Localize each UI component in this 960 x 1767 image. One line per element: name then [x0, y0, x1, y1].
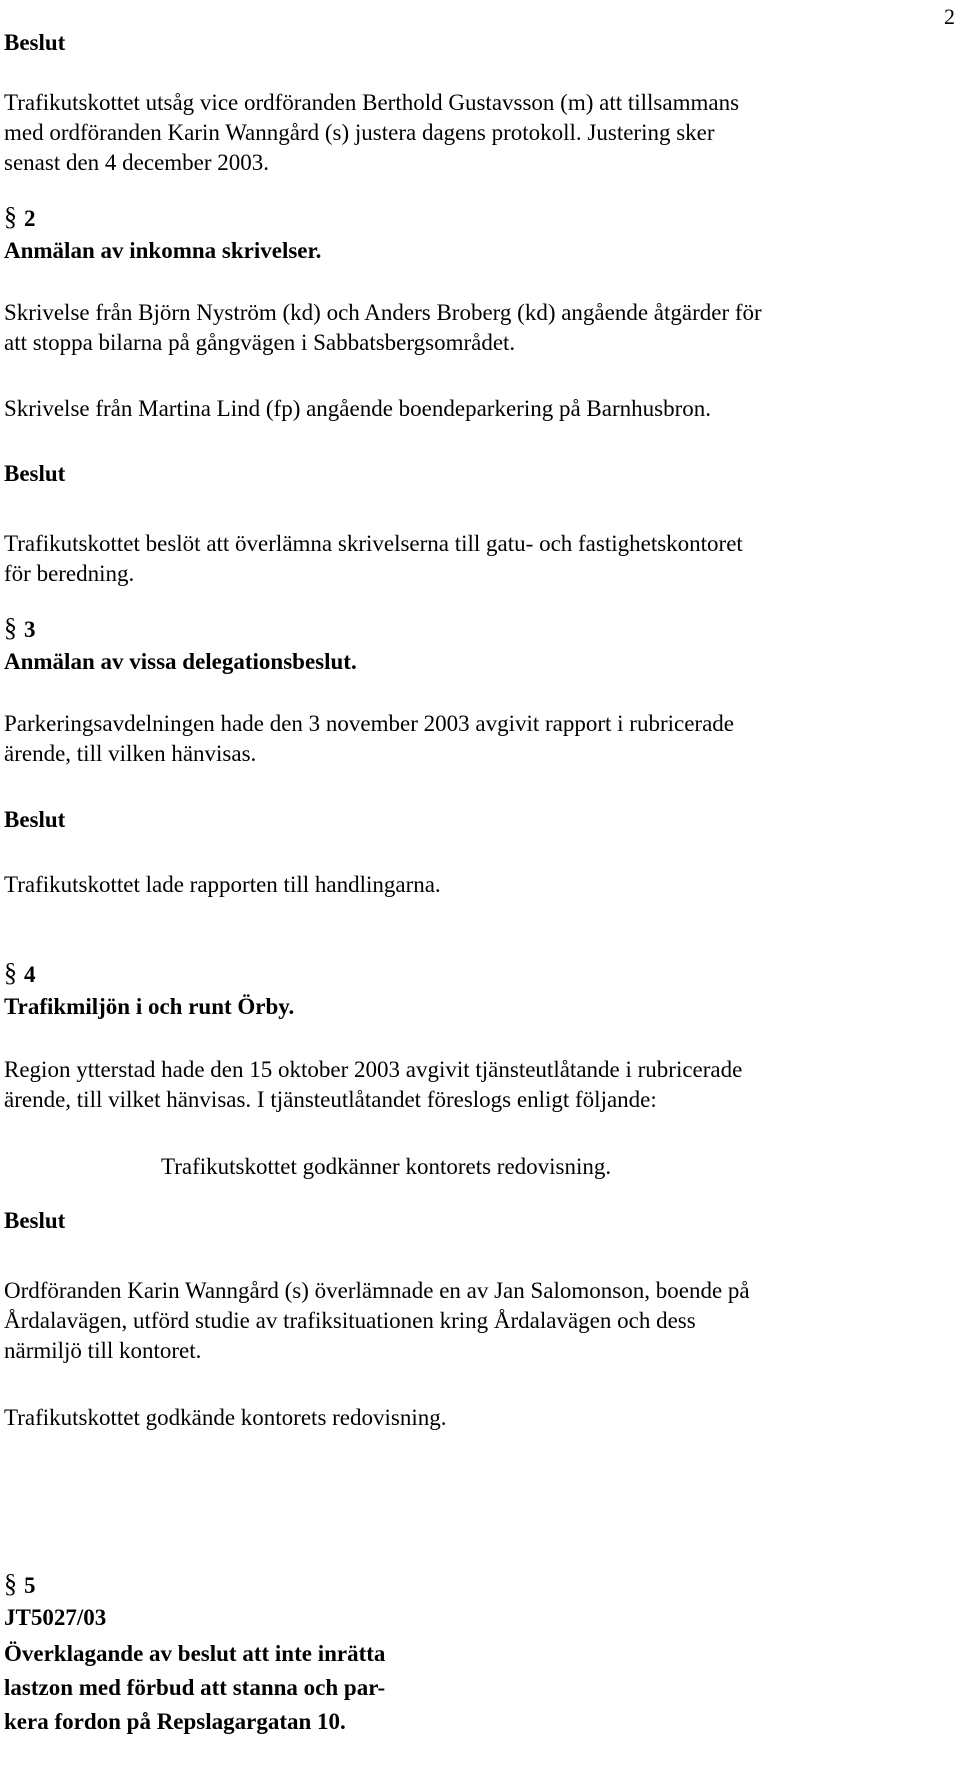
paragraph-line: Trafikutskottet godkände kontorets redovisning.: [4, 1405, 447, 1430]
paragraph-line: Trafikutskottet utsåg vice ordföranden Berthold Gustavsson (m) att tillsammans: [4, 90, 740, 115]
section-number: 5: [24, 1573, 36, 1598]
section-title: Anmälan av vissa delegationsbeslut.: [4, 649, 357, 674]
beslut-heading: Beslut: [4, 807, 66, 832]
section-title: Överklagande av beslut att inte inrätta: [4, 1641, 386, 1666]
paragraph-line: Parkeringsavdelningen hade den 3 november 2003 avgivit rapport i rubricerade: [4, 711, 735, 736]
paragraph-line: för beredning.: [4, 561, 135, 586]
section-title: Trafikmiljön i och runt Örby.: [4, 994, 295, 1019]
section-title: Anmälan av inkomna skrivelser.: [4, 238, 322, 263]
paragraph-line: Region ytterstad hade den 15 oktober 2003 avgivit tjänsteutlåtande i rubricerade: [4, 1057, 743, 1082]
beslut-heading: Beslut: [4, 1208, 66, 1233]
paragraph-line: Trafikutskottet lade rapporten till handlingarna.: [4, 872, 441, 897]
paragraph-line: ärende, till vilken hänvisas.: [4, 741, 257, 766]
paragraph-line: närmiljö till kontoret.: [4, 1338, 202, 1363]
paragraph-line: Skrivelse från Björn Nyström (kd) och Anders Broberg (kd) angående åtgärder för: [4, 300, 762, 325]
paragraph-line: Årdalavägen, utförd studie av trafiksituationen kring Årdalavägen och dess: [4, 1308, 696, 1333]
section-sign: §: [4, 958, 17, 987]
page-number: 2: [944, 4, 955, 29]
section-sign: §: [4, 1569, 17, 1598]
section-number: 4: [24, 962, 36, 987]
section-sign: §: [4, 613, 17, 642]
section-sign: §: [4, 202, 17, 231]
paragraph-line: Trafikutskottet beslöt att överlämna skrivelserna till gatu- och fastighetskontoret: [4, 531, 743, 556]
paragraph-line: Ordföranden Karin Wanngård (s) överlämnade en av Jan Salomonson, boende på: [4, 1278, 750, 1303]
beslut-heading: Beslut: [4, 461, 66, 486]
proposal-text: Trafikutskottet godkänner kontorets redovisning.: [161, 1154, 612, 1179]
paragraph-line: Skrivelse från Martina Lind (fp) angående boendeparkering på Barnhusbron.: [4, 396, 712, 421]
paragraph-line: senast den 4 december 2003.: [4, 150, 270, 175]
section-title: kera fordon på Repslagargatan 10.: [4, 1709, 346, 1734]
paragraph-line: ärende, till vilket hänvisas. I tjänsteutlåtandet föreslogs enligt följande:: [4, 1087, 657, 1112]
case-reference: JT5027/03: [4, 1605, 107, 1630]
beslut-heading: Beslut: [4, 30, 66, 55]
section-number: 2: [24, 206, 36, 231]
paragraph-line: med ordföranden Karin Wanngård (s) justera dagens protokoll. Justering sker: [4, 120, 715, 145]
section-number: 3: [24, 617, 36, 642]
section-title: lastzon med förbud att stanna och par-: [4, 1675, 386, 1700]
paragraph-line: att stoppa bilarna på gångvägen i Sabbatsbergsområdet.: [4, 330, 516, 355]
